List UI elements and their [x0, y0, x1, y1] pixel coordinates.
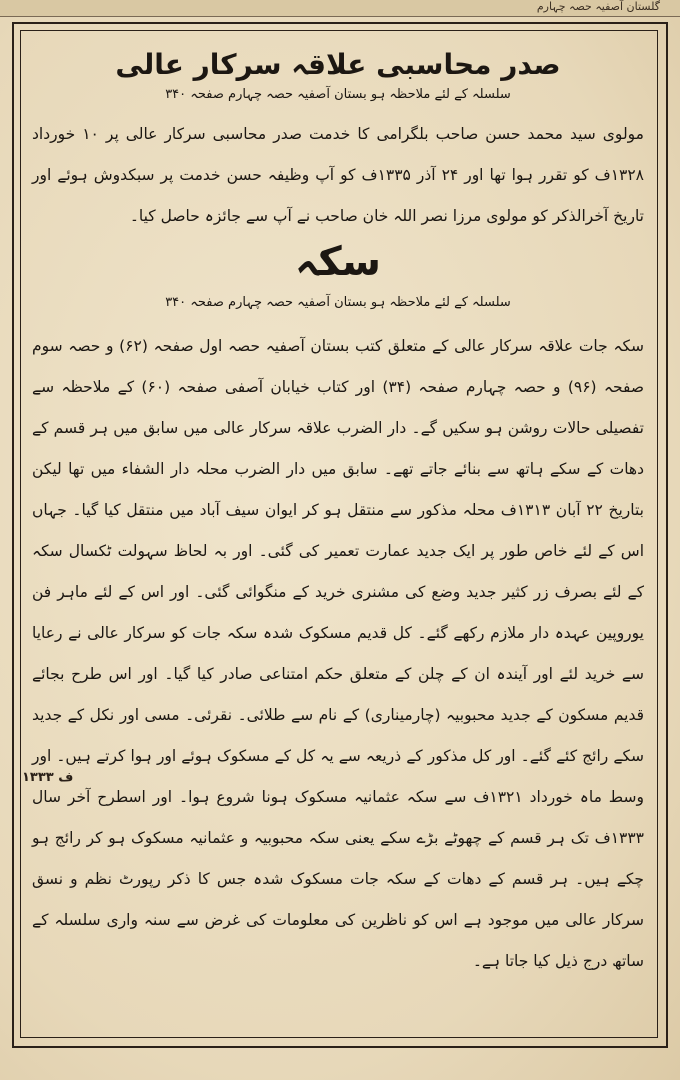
paragraph-1: مولوی سید محمد حسن صاحب بلگرامی کا خدمت صدر محاسبی سرکار عالی پر ۱۰ خورداد ۱۳۲۸ف کو تقرر ہوا تھا اور ۲۴ آذر ۱۳۳۵ف کو آپ وظیفہ حسن خدمت پر سبکدوش ہوئے اور تاریخ آخرالذکر کو مولوی مرزا نصر اللہ خان صاحب نے آپ سے جائزہ حاصل کیا۔ — [32, 125, 644, 225]
running-head: گلستان آصفیہ حصہ چہارم — [536, 0, 660, 13]
page-content — [32, 48, 644, 982]
reference-note-2: سلسلہ کے لئے ملاحظہ ہو بستان آصفیہ حصہ چہارم صفحہ ۳۴۰ — [165, 295, 511, 310]
top-edge-strip — [0, 0, 680, 17]
section-title: سکہ — [294, 239, 382, 285]
margin-annotation: ۱۳۳۳ ف — [22, 770, 74, 785]
page-heading: صدر محاسبی علاقہ سرکار عالی — [115, 48, 561, 81]
paragraph-2: سکہ جات علاقہ سرکار عالی کے متعلق کتب بستان آصفیہ حصہ اول صفحہ (۶۲) و حصہ سوم صفحہ (۹۶) و حصہ چہارم صفحہ (۳۴) اور کتاب خیابان آصفی صفحہ (۶۰) کے ملاحظہ سے تفصیلی حالات روشن ہو سکیں گے۔ دار الضرب علاقہ سرکار عالی میں سابق میں ہر قسم کے دھات کے سکے ہاتھ سے بنائے جاتے تھے۔ سابق میں دار الضرب محلہ دار الشفاء میں تھا لیکن بتاریخ ۲۲ آبان ۱۳۱۳ف محلہ مذکور سے منتقل ہو کر ایوان سیف آباد میں منتقل کیا گیا۔ جہاں اس کے لئے خاص طور پر ایک جدید عمارت تعمیر کی گئی۔ اور بہ لحاظ سہولت ٹکسال سکہ کے لئے بصرف زر کثیر جدید وضع کی مشنری خرید کے منگوائی گئی۔ اور اس کے لئے ماہر فن یوروپین عہدہ دار ملازم رکھے گئے۔ کل قدیم مسکوک شدہ سکہ جات کو سرکار عالی نے رعایا سے خرید لئے اور آیندہ ان کے چلن کے متعلق حکم امتناعی صادر کیا گیا۔ اور اس طرح بجائے قدیم مسکون کے جدید محبوبیہ (چارمیناری) کے نام سے طلائی۔ نقرئی۔ مسی اور نکل کے جدید سکے رائج کئے گئے۔ اور کل مذکور کے ذریعہ سے یہ کل کے مسکوک ہوئے اور ہوا کرتے ہیں۔ اور وسط ماہ خورداد ۱۳۲۱ف سے سکہ عثمانیہ مسکوک ہونا شروع ہوا۔ اور اسطرح آخر سال ۱۳۳۳ف تک ہر قسم کے چھوٹے بڑے سکے یعنی سکہ محبوبیہ و عثمانیہ مسکوک ہو کر رائج ہو چکے ہیں۔ ہر قسم کے دھات کے سکہ جات مسکوک شدہ جس کا ذکر رپورٹ نظم و نسق سرکار عالی میں موجود ہے اس کو ناظرین کی معلومات کی غرض سے سنہ واری سلسلہ کے ساتھ درج ذیل کیا جاتا ہے۔ — [32, 337, 644, 970]
reference-note-1: سلسلہ کے لئے ملاحظہ ہو بستان آصفیہ حصہ چہارم صفحہ ۳۴۰ — [165, 87, 511, 102]
